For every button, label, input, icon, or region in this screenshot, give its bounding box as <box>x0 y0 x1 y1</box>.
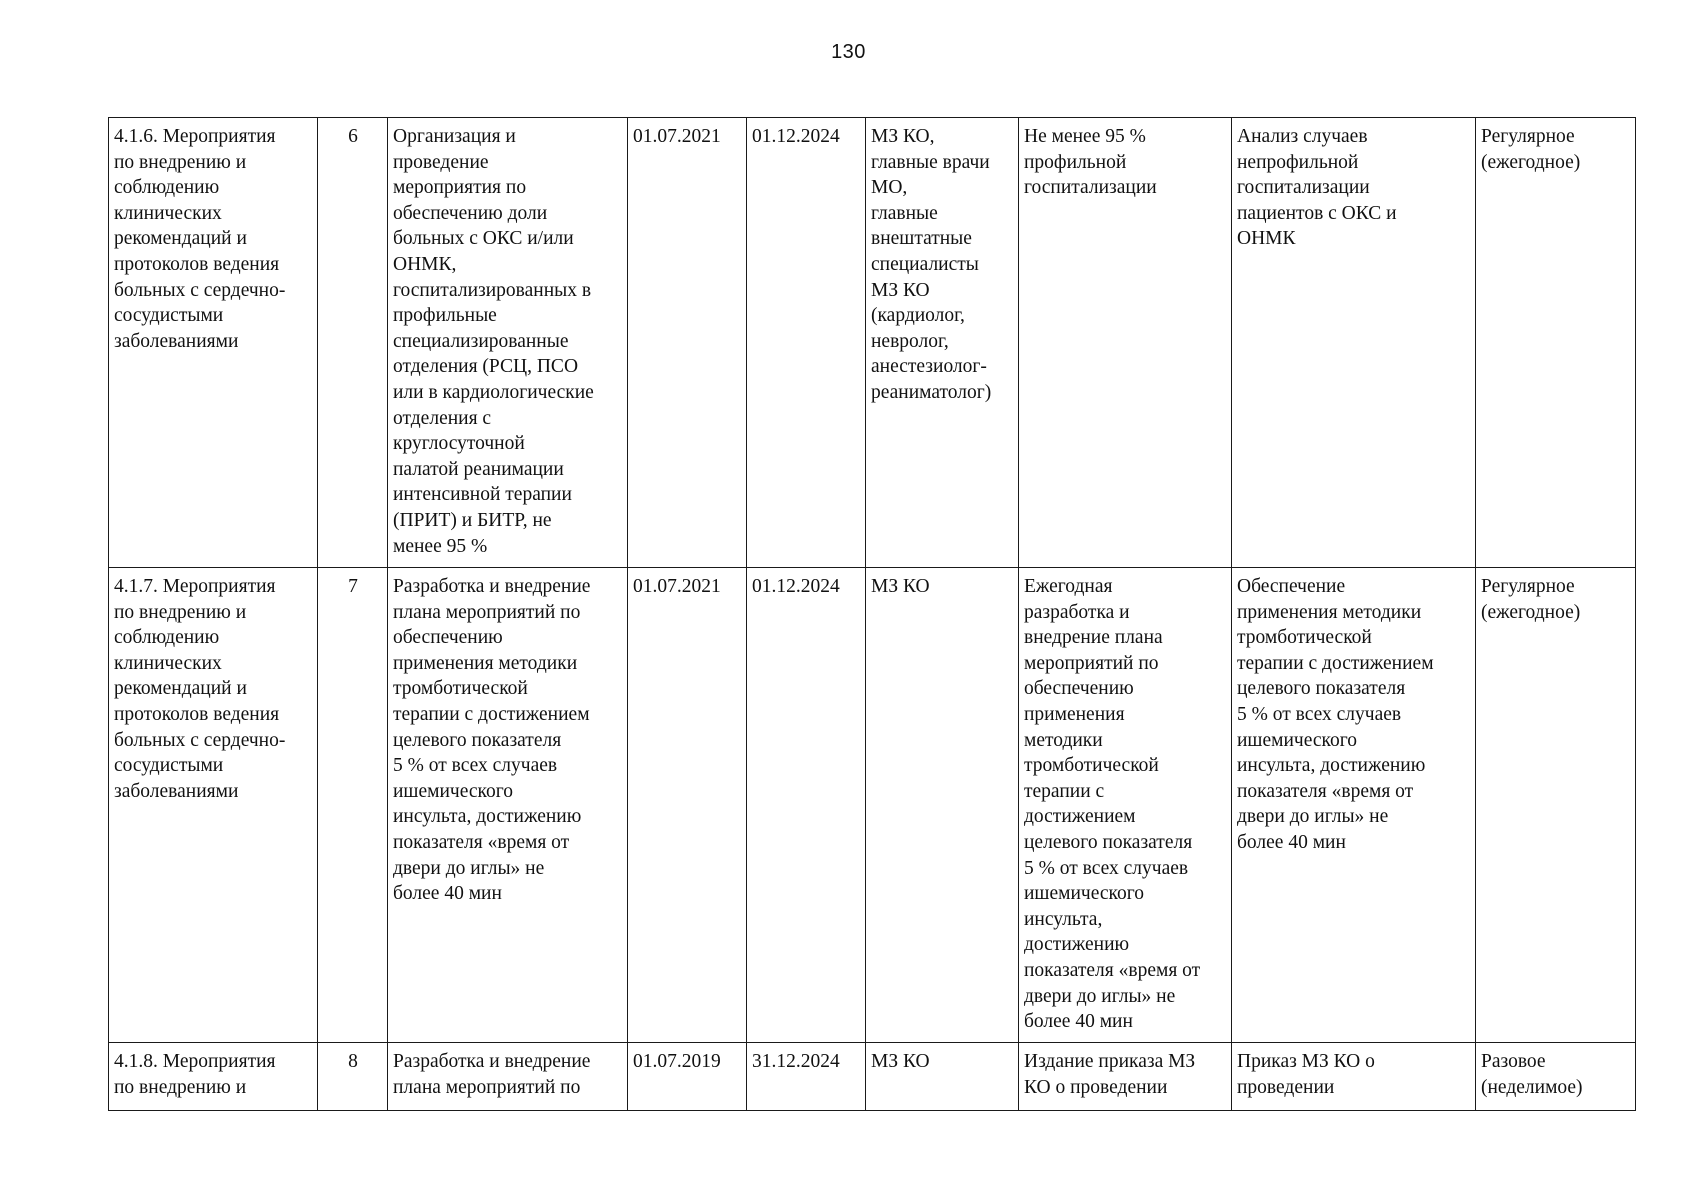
cell-text-line: тромботической <box>393 678 528 700</box>
cell-text-line: целевого показателя <box>1024 831 1193 853</box>
cell-text-line: профильной <box>1024 151 1127 173</box>
cell-text-line: Издание приказа МЗ <box>1024 1051 1196 1072</box>
cell-text-line: двери до иглы» не <box>393 857 545 879</box>
item-cell <box>109 118 318 568</box>
cell-text-line: плана мероприятий по <box>393 1076 581 1098</box>
cell-text-line: по внедрению и <box>114 1076 247 1098</box>
cell-text-line: проведении <box>1237 1076 1335 1098</box>
cell-text-line: двери до иглы» не <box>1237 806 1389 828</box>
cell-text-line: достижению <box>1024 934 1130 956</box>
cell-text-line: достижением <box>1024 806 1136 828</box>
cell-text-line: круглосуточной <box>393 433 525 455</box>
number-cell <box>318 568 388 1043</box>
start-date-cell <box>628 568 747 1043</box>
cell-text-line: Регулярное <box>1481 126 1575 147</box>
cell-text-line: Анализ случаев <box>1237 126 1368 147</box>
cell-text-line: МО, <box>871 177 908 199</box>
cell-text-line: 5 % от всех случаев <box>1237 703 1402 725</box>
cell-text-line: применения методики <box>1237 601 1422 623</box>
responsible-cell <box>866 1043 1019 1111</box>
cell-text-line: целевого показателя <box>393 729 562 751</box>
cell-text-line: показателя «время от <box>1237 780 1414 802</box>
type-cell <box>1476 568 1636 1043</box>
cell-text-line: соблюдению <box>114 177 220 199</box>
result-cell <box>1019 1043 1232 1111</box>
cell-text-line: палатой реанимации <box>393 458 564 480</box>
result-cell <box>1019 568 1232 1043</box>
cell-text-line: обеспечению доли <box>393 202 548 224</box>
cell-text-line: непрофильной <box>1237 151 1359 173</box>
cell-text-line: анестезиолог- <box>871 356 987 378</box>
cell-text-line: МЗ КО <box>871 1051 930 1072</box>
cell-text-line: 4.1.6. Мероприятия <box>114 126 276 147</box>
start-date-cell <box>628 1043 747 1111</box>
cell-text-line: терапии с <box>1024 780 1105 802</box>
cell-text-line: (ПРИТ) и БИТР, не <box>393 509 552 531</box>
cell-text-line: тромботической <box>1024 755 1159 777</box>
cell-text-line: (кардиолог, <box>871 305 965 327</box>
cell-text-line: более 40 мин <box>1237 831 1346 853</box>
description-cell <box>388 118 628 568</box>
cell-text-line: Разработка и внедрение <box>393 1051 591 1072</box>
cell-text-line: МЗ КО, <box>871 126 935 147</box>
cell-text-line: по внедрению и <box>114 151 247 173</box>
cell-text-line: мероприятия по <box>393 177 527 199</box>
cell-text-line: 01.07.2021 <box>633 126 721 147</box>
cell-text-line: госпитализации <box>1024 177 1157 199</box>
cell-text-line: интенсивной терапии <box>393 484 572 506</box>
cell-text-line: (ежегодное) <box>1481 601 1581 623</box>
number-cell <box>318 118 388 568</box>
cell-text-line: сосудистыми <box>114 305 224 327</box>
cell-text-line: (ежегодное) <box>1481 151 1581 173</box>
cell-text-line: главные врачи <box>871 151 990 173</box>
cell-text-line: инсульта, достижению <box>393 806 582 828</box>
cell-text-line: Не менее 95 % <box>1024 126 1146 147</box>
cell-text-line: специалисты <box>871 253 979 275</box>
table-row <box>109 1043 1636 1111</box>
cell-text-line: главные <box>871 202 938 224</box>
end-date-cell <box>747 118 866 568</box>
cell-text-line: Обеспечение <box>1237 576 1346 597</box>
page-number: 130 <box>831 41 866 63</box>
cell-text-line: больных с ОКС и/или <box>393 228 574 250</box>
cell-text-line: или в кардиологические <box>393 381 594 403</box>
cell-text-line: терапии с достижением <box>393 703 590 725</box>
control-cell <box>1232 118 1476 568</box>
cell-text-line: 5 % от всех случаев <box>393 755 558 777</box>
cell-text-line: 6 <box>348 126 358 147</box>
cell-text-line: заболеваниями <box>114 780 239 802</box>
end-date-cell <box>747 1043 866 1111</box>
item-cell <box>109 1043 318 1111</box>
cell-text-line: госпитализации <box>1237 177 1370 199</box>
cell-text-line: ишемического <box>1237 729 1357 751</box>
cell-text-line: МЗ КО <box>871 576 930 597</box>
cell-text-line: профильные <box>393 305 497 327</box>
cell-text-line: целевого показателя <box>1237 678 1406 700</box>
cell-text-line: показателя «время от <box>393 831 570 853</box>
cell-text-line: ОНМК, <box>393 253 457 275</box>
cell-text-line: Разработка и внедрение <box>393 576 591 597</box>
cell-text-line: 8 <box>348 1051 358 1072</box>
cell-text-line: соблюдению <box>114 627 220 649</box>
control-cell <box>1232 1043 1476 1111</box>
cell-text-line: менее 95 % <box>393 535 488 557</box>
cell-text-line: заболеваниями <box>114 330 239 352</box>
cell-text-line: более 40 мин <box>1024 1011 1133 1033</box>
control-cell <box>1232 568 1476 1043</box>
cell-text-line: клинических <box>114 202 222 224</box>
cell-text-line: применения методики <box>393 652 578 674</box>
cell-text-line: разработка и <box>1024 601 1130 623</box>
cell-text-line: 01.12.2024 <box>752 126 840 147</box>
cell-text-line: более 40 мин <box>393 883 502 905</box>
cell-text-line: рекомендаций и <box>114 678 247 700</box>
cell-text-line: КО о проведении <box>1024 1076 1168 1098</box>
cell-text-line: показателя «время от <box>1024 959 1201 981</box>
cell-text-line: сосудистыми <box>114 755 224 777</box>
cell-text-line: 01.07.2021 <box>633 576 721 597</box>
cell-text-line: обеспечению <box>393 627 503 649</box>
number-cell <box>318 1043 388 1111</box>
cell-text-line: 4.1.7. Мероприятия <box>114 576 276 597</box>
cell-text-line: больных с сердечно- <box>114 729 286 751</box>
cell-text-line: 01.07.2019 <box>633 1051 721 1072</box>
cell-text-line: 31.12.2024 <box>752 1051 840 1072</box>
item-cell <box>109 568 318 1043</box>
cell-text-line: тромботической <box>1237 627 1372 649</box>
cell-text-line: обеспечению <box>1024 678 1134 700</box>
cell-text-line: реаниматолог) <box>871 381 992 403</box>
cell-text-line: клинических <box>114 652 222 674</box>
cell-text-line: методики <box>1024 729 1103 751</box>
cell-text-line: 4.1.8. Мероприятия <box>114 1051 276 1072</box>
type-cell <box>1476 1043 1636 1111</box>
table-row <box>109 118 1636 568</box>
cell-text-line: ишемического <box>393 780 513 802</box>
cell-text-line: по внедрению и <box>114 601 247 623</box>
cell-text-line: проведение <box>393 151 489 173</box>
table-row <box>109 568 1636 1043</box>
cell-text-line: мероприятий по <box>1024 652 1159 674</box>
cell-text-line: пациентов с ОКС и <box>1237 202 1397 224</box>
cell-text-line: Разовое <box>1481 1051 1546 1072</box>
cell-text-line: рекомендаций и <box>114 228 247 250</box>
responsible-cell <box>866 118 1019 568</box>
cell-text-line: ишемического <box>1024 883 1144 905</box>
cell-text-line: инсульта, <box>1024 908 1103 930</box>
cell-text-line: внедрение плана <box>1024 627 1163 649</box>
cell-text-line: МЗ КО <box>871 279 930 301</box>
description-cell <box>388 568 628 1043</box>
description-cell <box>388 1043 628 1111</box>
cell-text-line: терапии с достижением <box>1237 652 1434 674</box>
cell-text-line: протоколов ведения <box>114 703 280 725</box>
cell-text-line: Организация и <box>393 126 516 147</box>
cell-text-line: Ежегодная <box>1024 576 1113 597</box>
cell-text-line: двери до иглы» не <box>1024 985 1176 1007</box>
cell-text-line: специализированные <box>393 330 569 352</box>
cell-text-line: отделения (РСЦ, ПСО <box>393 356 579 378</box>
measures-table <box>108 117 1636 1111</box>
cell-text-line: плана мероприятий по <box>393 601 581 623</box>
cell-text-line: невролог, <box>871 330 949 352</box>
cell-text-line: 5 % от всех случаев <box>1024 857 1189 879</box>
cell-text-line: внештатные <box>871 228 972 250</box>
cell-text-line: ОНМК <box>1237 228 1296 250</box>
cell-text-line: инсульта, достижению <box>1237 755 1426 777</box>
cell-text-line: протоколов ведения <box>114 253 280 275</box>
start-date-cell <box>628 118 747 568</box>
cell-text-line: отделения с <box>393 407 492 429</box>
cell-text-line: 01.12.2024 <box>752 576 840 597</box>
cell-text-line: Приказ МЗ КО о <box>1237 1051 1375 1072</box>
cell-text-line: 7 <box>348 576 358 597</box>
end-date-cell <box>747 568 866 1043</box>
cell-text-line: Регулярное <box>1481 576 1575 597</box>
cell-text-line: госпитализированных в <box>393 279 592 301</box>
cell-text-line: применения <box>1024 703 1125 725</box>
result-cell <box>1019 118 1232 568</box>
cell-text-line: (неделимое) <box>1481 1076 1583 1098</box>
type-cell <box>1476 118 1636 568</box>
cell-text-line: больных с сердечно- <box>114 279 286 301</box>
responsible-cell <box>866 568 1019 1043</box>
